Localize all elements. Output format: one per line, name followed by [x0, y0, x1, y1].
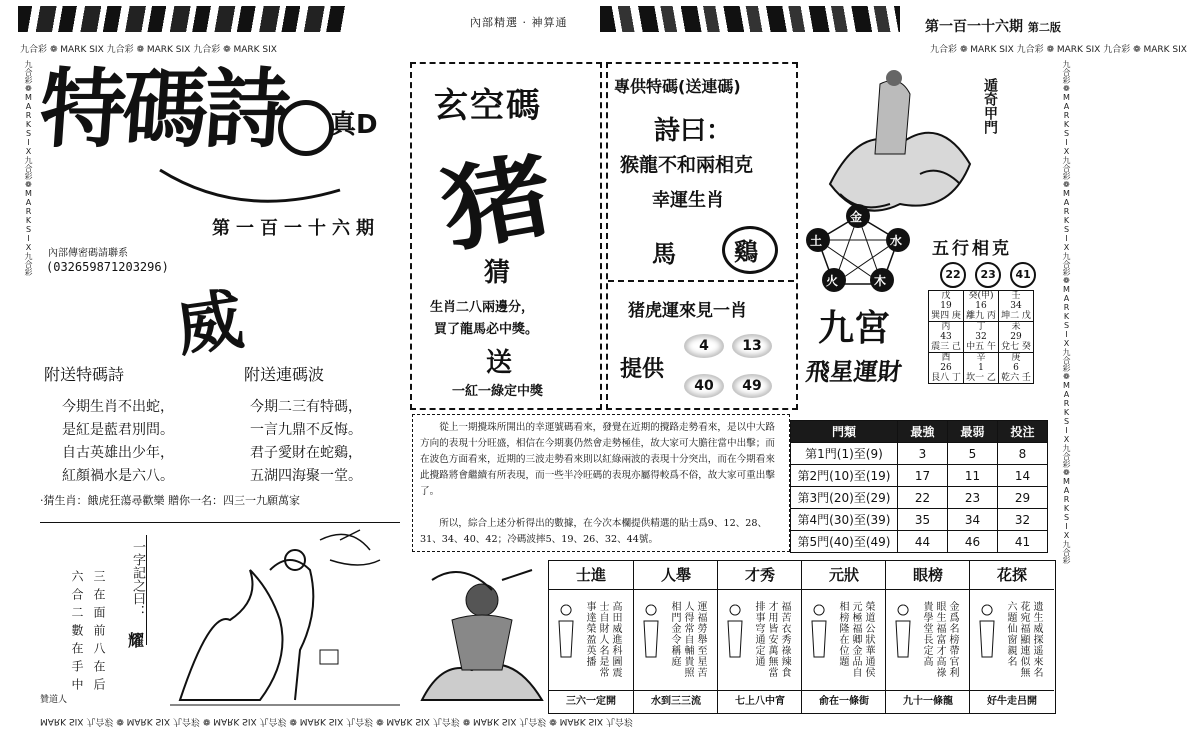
palace-cell: 丁 32 中五 午: [964, 322, 999, 353]
figure-icon: [808, 601, 830, 661]
edition-label: 第二版: [1027, 21, 1061, 34]
table-cell: 29: [998, 487, 1048, 509]
table-cell: 35: [898, 509, 948, 531]
table-cell: 3: [898, 443, 948, 465]
brush-stroke-icon: [150, 160, 350, 220]
xuankong-line3: 一紅一綠定中獎: [452, 384, 544, 399]
mark-six-strip-top-right: 九合彩 ❁ MARK SIX 九合彩 ❁ MARK SIX 九合彩 ❁ MARK SIX: [930, 45, 1187, 55]
table-row: [791, 509, 1048, 531]
mark-six-strip-bottom: MARK SIX 九合彩 ❁ MARK SIX 九合彩 ❁ MARK SIX 九合彩 ❁ MARK SIX 九合彩 ❁ MARK SIX 九合彩 ❁ MARK SIX 九合彩 ❁ MARK SIX 九合彩: [40, 716, 633, 726]
title-tag: 真D: [330, 110, 378, 140]
table-cell: 14: [998, 465, 1048, 487]
mark-six-strip-left-vertical: 九合彩❁MARKSIX九合彩❁MARKSIX九合彩: [24, 60, 33, 276]
special-title: 專供特碼(送連碼): [614, 77, 741, 96]
word-character: 耀: [128, 631, 145, 650]
table-header-cell: 最弱: [948, 421, 998, 443]
xuankong-line1: 生肖二八兩邊分，: [430, 300, 535, 315]
poem-a-line: 自古英雄出少年，: [62, 445, 174, 461]
rank-column: [885, 561, 970, 713]
figure-icon: [976, 601, 998, 661]
table-cell: 34: [948, 509, 998, 531]
palace-cell: 辛 1 坎一 乙: [964, 353, 999, 384]
element-node: 水: [890, 234, 903, 248]
table-header-cell: 門類: [791, 421, 898, 443]
rank-heading: 士進: [549, 561, 633, 590]
poem-a-line: 紅顏禍水是六八。: [62, 468, 174, 484]
scholar-illustration: [170, 530, 400, 710]
rank-column: [969, 561, 1054, 713]
rank-heading: 才秀: [718, 561, 802, 590]
table-cell: 11: [948, 465, 998, 487]
gate-table: [790, 420, 1048, 553]
torn-edge-right: [600, 6, 900, 32]
rank-poem: 遗生威探遥來名花宛福顯連似無六題仙窗親名: [1005, 601, 1042, 678]
rank-footer: 水到三三流: [634, 690, 718, 713]
table-header: [791, 421, 1048, 443]
figure-icon: [640, 601, 662, 661]
poem-b-title: 附送連碼波: [244, 365, 325, 384]
poem-a-line: 今期生肖不出蛇，: [62, 399, 174, 415]
left-issue-number: 第一百一十六期: [212, 218, 380, 239]
element-node: 火: [826, 274, 839, 288]
number-ball: 40: [684, 374, 724, 398]
number-ball: 49: [732, 374, 772, 398]
table-cell: 第4門(30)至(39): [791, 509, 898, 531]
palace-cell: 戊 19 巽四 庚: [929, 291, 964, 322]
table-row: [791, 487, 1048, 509]
title-tag-badge: [278, 100, 334, 156]
xuankong-send: 送: [486, 348, 513, 378]
rank-footer: 三六一定開: [549, 690, 633, 713]
big-character: 威: [171, 280, 248, 367]
table-cell: 第1門(1)至(9): [791, 443, 898, 465]
palace-cell: 癸(甲) 16 離九 丙: [964, 291, 999, 322]
xuankong-title: 玄空碼: [434, 86, 542, 126]
header-issue: [925, 16, 1061, 36]
table-cell: 44: [898, 531, 948, 553]
poem-b-line: 五湖四海聚一堂。: [250, 468, 362, 484]
table-cell: 46: [948, 531, 998, 553]
number-ball: 23: [975, 262, 1001, 288]
special-poem-label: 詩曰：: [654, 116, 733, 146]
number-ball: 22: [940, 262, 966, 288]
xuankong-scrawl: 猪: [433, 141, 561, 266]
table-cell: 第2門(10)至(19): [791, 465, 898, 487]
palace-cell: 酉 26 艮八 丁: [929, 353, 964, 384]
rank-column: [549, 561, 633, 713]
poem-a: [62, 396, 174, 488]
analysis-paragraph-2: 所以，綜合上述分析得出的數據，在今次本欄提供精選的貼士爲9、12、28、31、34、40、42；冷碼波摔5、19、26、32、44號。: [420, 518, 768, 545]
rank-poem: 福苦衣秀祿辣食才用皆安萬無當排事穹通定通: [753, 601, 790, 678]
rank-heading: 花探: [970, 561, 1054, 590]
table-row: [791, 443, 1048, 465]
poem-b: [250, 396, 362, 488]
xuankong-answer: 猜: [484, 258, 511, 288]
rank-columns: [548, 560, 1056, 714]
guess-line: ·猜生肖：餓虎狂蕩尋歡樂 贈你一名：四三一九願萬家: [40, 494, 300, 507]
palace-cell: 壬 34 坤二 戊: [999, 291, 1034, 322]
lucky-label: 幸運生肖: [652, 190, 724, 211]
contact-label: 內部傳密碼請聯系: [48, 248, 128, 259]
element-node: 土: [810, 234, 823, 248]
number-ball: 41: [1010, 262, 1036, 288]
element-balls: [940, 262, 1040, 288]
feixing-label: 飛星運財: [804, 358, 904, 386]
rank-column: [633, 561, 718, 713]
table-cell: 第5門(40)至(49): [791, 531, 898, 553]
issue-number: 第一百一十六期: [925, 19, 1023, 35]
torn-edge-left: [18, 6, 348, 32]
element-node: 金: [850, 210, 863, 224]
table-cell: 17: [898, 465, 948, 487]
vertical-line-1: 三在面前八在后: [92, 570, 106, 696]
rank-heading: 人舉: [634, 561, 718, 590]
mark-six-strip-right-vertical: 九合彩❁MARKSIX九合彩❁MARKSIX九合彩❁MARKSIX九合彩❁MARKSIX九合彩❁MARKSIX九合彩: [1062, 60, 1071, 564]
xuankong-line2: 買了龍馬必中獎。: [434, 322, 539, 337]
special-tip: 猪虎運來見一肖: [628, 301, 747, 321]
table-row: [791, 465, 1048, 487]
figure-icon: [724, 601, 746, 661]
element-node: 木: [874, 274, 887, 288]
poem-a-title: 附送特碼詩: [44, 365, 125, 384]
rank-heading: 元狀: [802, 561, 886, 590]
rank-footer: 俞在一條街: [802, 690, 886, 713]
number-ball: 4: [684, 334, 724, 358]
mark-six-strip-top-left: 九合彩 ❁ MARK SIX 九合彩 ❁ MARK SIX 九合彩 ❁ MARK SIX: [20, 45, 277, 55]
contact-phone: (032659871203296): [46, 260, 169, 274]
rank-poem: 金爲名榜帶官利眼生福富才高祿貴學堂長定高: [921, 601, 958, 678]
rank-poem: 高田威進科圖震士自財人名是常事達榮盈英播: [584, 601, 621, 678]
rank-heading: 眼榜: [886, 561, 970, 590]
rank-column: [717, 561, 802, 713]
five-elements-title: 五行相克: [932, 239, 1012, 259]
header-center-title: 內部精選 · 神算通: [470, 16, 568, 29]
poem-b-line: 今期二三有特碼，: [250, 399, 362, 415]
table-cell: 第3門(20)至(29): [791, 487, 898, 509]
poem-b-line: 一言九鼎不反悔。: [250, 422, 362, 438]
table-cell: 23: [948, 487, 998, 509]
nine-palace-grid: [928, 290, 1034, 384]
table-cell: 32: [998, 509, 1048, 531]
poem-b-line: 君子愛財在蛇鷄，: [250, 445, 362, 461]
table-header-cell: 最強: [898, 421, 948, 443]
number-ball: 13: [732, 334, 772, 358]
special-divider: [608, 280, 794, 282]
palace-cell: 庚 6 乾六 壬: [999, 353, 1034, 384]
rank-footer: 九十一條龍: [886, 690, 970, 713]
word-title: 一字記之曰：: [130, 540, 145, 618]
zodiac-b: 鷄: [734, 237, 758, 266]
figure-icon: [555, 601, 577, 661]
rank-column: [801, 561, 886, 713]
table-cell: 41: [998, 531, 1048, 553]
table-cell: 22: [898, 487, 948, 509]
analysis-paragraph-1: 從上一期攪珠所開出的幸運號碼看來，發覺在近期的攪路走勢看來，是以中大路方向的表現十分旺盛，相信在今期裏仍然會走勢極佳，故大家可大膽往當中出擊；而在波色方面看來，近期的三波走勢看來則以紅綠兩波的表現十分突出，而在今期看來此攪路將會繼續有所表現，而一些半冷旺碼的表現亦屬得較爲不俗，故大家可重出擊了。: [420, 422, 775, 497]
table-row: [791, 531, 1048, 553]
rank-footer: 好牛走吕開: [970, 690, 1054, 713]
rank-poem: 運福勞舉至星苦人得常自輔貴照相門金令稱庭: [669, 601, 706, 678]
zodiac-a: 馬: [652, 239, 676, 268]
palace-cell: 未 29 兌七 癸: [999, 322, 1034, 353]
dunjia-label: 遁奇甲門: [982, 78, 998, 134]
rank-poem: 榮道公狀華通侯元極福卿金品自相榜隆在位題: [837, 601, 874, 678]
rank-footer: 七上八中宵: [718, 690, 802, 713]
table-cell: 8: [998, 443, 1048, 465]
deity-illustration: [412, 560, 548, 710]
special-poem: 猴龍不和兩相克: [620, 154, 754, 176]
table-cell: 5: [948, 443, 998, 465]
signature: 贊道人: [40, 695, 68, 705]
figure-icon: [892, 601, 914, 661]
page-title: 特碼詩: [36, 60, 290, 160]
left-divider: [40, 522, 400, 523]
poem-a-line: 是紅是藍君別問。: [62, 422, 174, 438]
jiugong-label: 九宮: [818, 308, 891, 349]
palace-cell: 丙 43 震三 己: [929, 322, 964, 353]
table-header-cell: 投注: [998, 421, 1048, 443]
provide-label: 提供: [620, 357, 665, 382]
top-header-band: [0, 0, 1080, 42]
vertical-line-2: 六合二數在手中: [70, 570, 84, 696]
word-box: [122, 535, 147, 645]
